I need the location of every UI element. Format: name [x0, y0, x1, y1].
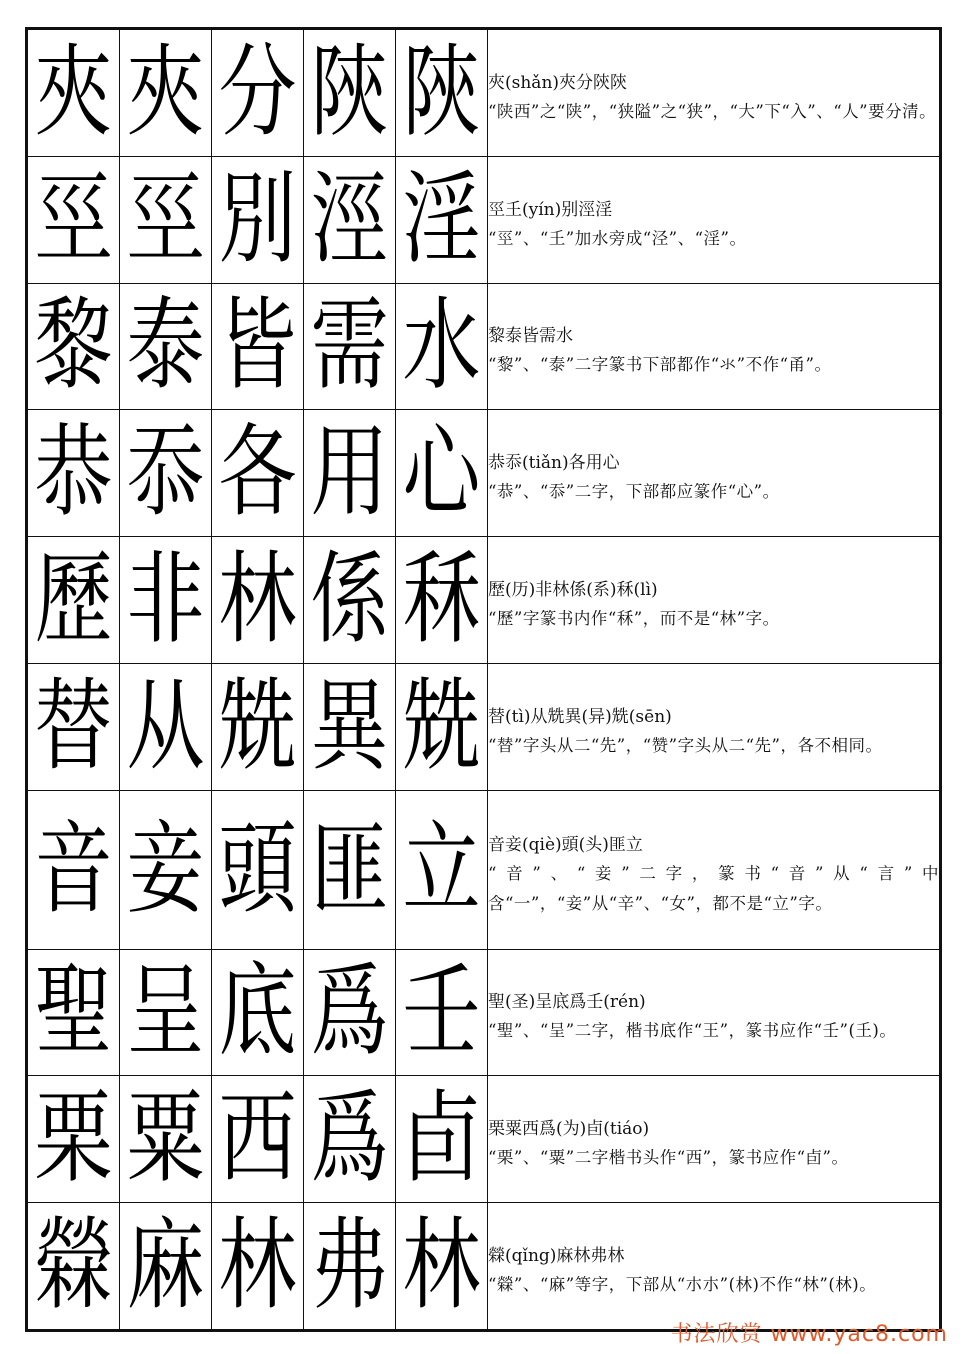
seal-glyph: 心 — [402, 415, 481, 531]
note-title: 檾(qǐng)麻林弗林 — [488, 1246, 625, 1267]
glyph-cell — [396, 1076, 488, 1203]
seal-glyph: 非 — [126, 542, 205, 658]
note-cell — [488, 283, 940, 410]
note-cell — [488, 410, 940, 537]
table-row — [28, 410, 940, 537]
seal-glyph: 用 — [310, 415, 389, 531]
seal-glyph: 呈 — [126, 954, 205, 1071]
seal-glyph: 壬 — [402, 954, 481, 1071]
seal-glyph: 妾 — [126, 812, 205, 928]
seal-glyph: 水 — [402, 288, 481, 405]
seal-glyph: 巠 — [126, 162, 205, 278]
glyph-cell — [212, 949, 304, 1076]
note-cell — [488, 949, 940, 1076]
glyph-cell — [304, 663, 396, 790]
seal-glyph: 立 — [402, 812, 481, 928]
seal-script-table — [27, 29, 940, 1330]
seal-glyph: 林 — [402, 1208, 481, 1324]
note-body: “歷”字篆书内作“秝”，而不是“林”字。 — [488, 609, 780, 629]
note-title: 巠𡈼(yín)别涇淫 — [488, 199, 613, 220]
reference-sheet — [25, 27, 942, 1332]
glyph-cell — [120, 1076, 212, 1203]
seal-glyph: 別 — [218, 162, 297, 278]
note-title: 栗粟西爲(为)卣(tiáo) — [488, 1119, 650, 1140]
seal-glyph: 頭 — [218, 812, 297, 928]
glyph-cell — [304, 283, 396, 410]
seal-glyph: 夾 — [126, 35, 205, 151]
seal-glyph: 林 — [218, 1208, 297, 1324]
glyph-cell — [120, 283, 212, 410]
seal-glyph: 涇 — [310, 162, 389, 278]
table-row — [28, 156, 940, 283]
glyph-cell — [304, 790, 396, 949]
seal-glyph: 黎 — [34, 288, 113, 405]
glyph-cell — [212, 156, 304, 283]
seal-glyph: 各 — [218, 415, 297, 531]
seal-glyph: 音 — [34, 812, 113, 928]
seal-glyph: 西 — [218, 1081, 297, 1197]
table-row — [28, 1203, 940, 1330]
seal-glyph: 卣 — [402, 1081, 481, 1197]
note-body: “巠”、“𡈼”加水旁成“泾”、“淫”。 — [488, 228, 747, 248]
note-body: “陕西”之“陕”，“狭隘”之“狭”，“大”下“入”、“人”要分清。 — [488, 101, 937, 121]
seal-glyph: 秝 — [402, 542, 481, 658]
seal-glyph: 陝 — [310, 35, 389, 151]
note-cell — [488, 537, 940, 664]
glyph-cell — [304, 1203, 396, 1330]
note-cell — [488, 30, 940, 157]
glyph-cell — [28, 663, 120, 790]
glyph-cell — [28, 1076, 120, 1203]
seal-glyph: 淫 — [402, 162, 481, 278]
glyph-cell — [120, 537, 212, 664]
note-cell — [488, 790, 940, 949]
glyph-cell — [120, 410, 212, 537]
glyph-cell — [28, 1203, 120, 1330]
glyph-cell — [212, 410, 304, 537]
glyph-cell — [120, 790, 212, 949]
seal-glyph: 陝 — [402, 35, 481, 151]
glyph-cell — [396, 283, 488, 410]
note-title: 替(tì)从兟異(异)兟(sēn) — [488, 706, 672, 727]
glyph-cell — [28, 156, 120, 283]
seal-glyph: 麻 — [126, 1208, 205, 1324]
seal-glyph: 替 — [34, 669, 113, 785]
glyph-cell — [304, 410, 396, 537]
glyph-cell — [304, 949, 396, 1076]
glyph-cell — [28, 283, 120, 410]
seal-glyph: 聖 — [34, 954, 113, 1071]
glyph-cell — [396, 949, 488, 1076]
note-body: “聖”、“呈”二字，楷书底作“王”，篆书应作“壬”(𡈼)。 — [488, 1021, 897, 1041]
table-row — [28, 30, 940, 157]
note-title: 聖(圣)呈底爲壬(rén) — [488, 992, 646, 1013]
seal-glyph: 檾 — [34, 1208, 113, 1324]
seal-glyph: 夾 — [34, 35, 113, 151]
note-cell — [488, 663, 940, 790]
seal-glyph: 林 — [218, 542, 297, 658]
glyph-cell — [28, 30, 120, 157]
note-body: “恭”、“忝”二字，下部都应篆作“心”。 — [488, 482, 780, 502]
glyph-cell — [28, 790, 120, 949]
seal-glyph: 栗 — [34, 1081, 113, 1197]
glyph-cell — [120, 1203, 212, 1330]
note-cell — [488, 156, 940, 283]
note-title: 夾(shǎn)夾分陝陝 — [488, 72, 628, 93]
note-body: “栗”、“粟”二字楷书头作“西”，篆书应作“卣”。 — [488, 1148, 849, 1168]
note-body: “黎”、“泰”二字篆书下部都作“氺”不作“甬”。 — [488, 355, 832, 375]
glyph-cell — [304, 537, 396, 664]
table-row — [28, 283, 940, 410]
note-body: “替”字头从二“先”，“赞”字头从二“先”，各不相同。 — [488, 735, 883, 755]
seal-glyph: 分 — [218, 35, 297, 151]
seal-glyph: 底 — [218, 954, 297, 1071]
glyph-cell — [120, 663, 212, 790]
seal-glyph: 匪 — [310, 812, 389, 928]
note-title: 歷(历)非林係(系)秝(lì) — [488, 580, 658, 601]
seal-glyph: 恭 — [34, 415, 113, 531]
glyph-cell — [396, 30, 488, 157]
seal-glyph: 異 — [310, 669, 389, 785]
glyph-cell — [396, 663, 488, 790]
glyph-cell — [212, 1076, 304, 1203]
glyph-cell — [120, 949, 212, 1076]
note-title: 恭忝(tiǎn)各用心 — [488, 453, 620, 474]
seal-glyph: 歷 — [34, 542, 113, 658]
glyph-cell — [212, 283, 304, 410]
site-watermark: 书法欣赏 www.yac8.com — [670, 1322, 948, 1347]
table-row — [28, 790, 940, 949]
seal-glyph: 兟 — [402, 669, 481, 785]
glyph-cell — [396, 156, 488, 283]
seal-glyph: 皆 — [218, 288, 297, 405]
glyph-cell — [396, 1203, 488, 1330]
table-row — [28, 949, 940, 1076]
table-row — [28, 663, 940, 790]
seal-glyph: 係 — [310, 542, 389, 658]
glyph-cell — [212, 790, 304, 949]
seal-glyph: 爲 — [310, 954, 389, 1071]
glyph-cell — [212, 1203, 304, 1330]
seal-glyph: 兟 — [218, 669, 297, 785]
seal-glyph: 从 — [126, 669, 205, 785]
seal-glyph: 粟 — [126, 1081, 205, 1197]
seal-glyph: 泰 — [126, 288, 205, 405]
note-body: “音”、“妾”二字，篆书“音”从“言”中含“一”，“妾”从“辛”、“女”，都不是“立”字。 — [488, 863, 939, 913]
note-title: 黎泰皆需水 — [488, 326, 573, 347]
table-row — [28, 1076, 940, 1203]
glyph-cell — [304, 156, 396, 283]
glyph-cell — [396, 790, 488, 949]
seal-glyph: 需 — [310, 288, 389, 405]
seal-glyph: 巠 — [34, 162, 113, 278]
note-title: 音妾(qiè)頭(头)匪立 — [488, 834, 643, 855]
glyph-cell — [304, 30, 396, 157]
glyph-cell — [396, 537, 488, 664]
seal-glyph: 爲 — [310, 1081, 389, 1197]
glyph-cell — [212, 30, 304, 157]
glyph-cell — [304, 1076, 396, 1203]
glyph-cell — [28, 410, 120, 537]
glyph-cell — [28, 537, 120, 664]
note-cell — [488, 1203, 940, 1330]
glyph-cell — [212, 663, 304, 790]
glyph-cell — [120, 30, 212, 157]
table-row — [28, 537, 940, 664]
note-body: “檾”、“麻”等字，下部从“朩朩”(林)不作“林”(林)。 — [488, 1275, 877, 1295]
glyph-cell — [120, 156, 212, 283]
seal-glyph: 忝 — [126, 415, 205, 531]
note-cell — [488, 1076, 940, 1203]
glyph-cell — [212, 537, 304, 664]
seal-glyph: 弗 — [310, 1208, 389, 1324]
glyph-cell — [396, 410, 488, 537]
glyph-cell — [28, 949, 120, 1076]
